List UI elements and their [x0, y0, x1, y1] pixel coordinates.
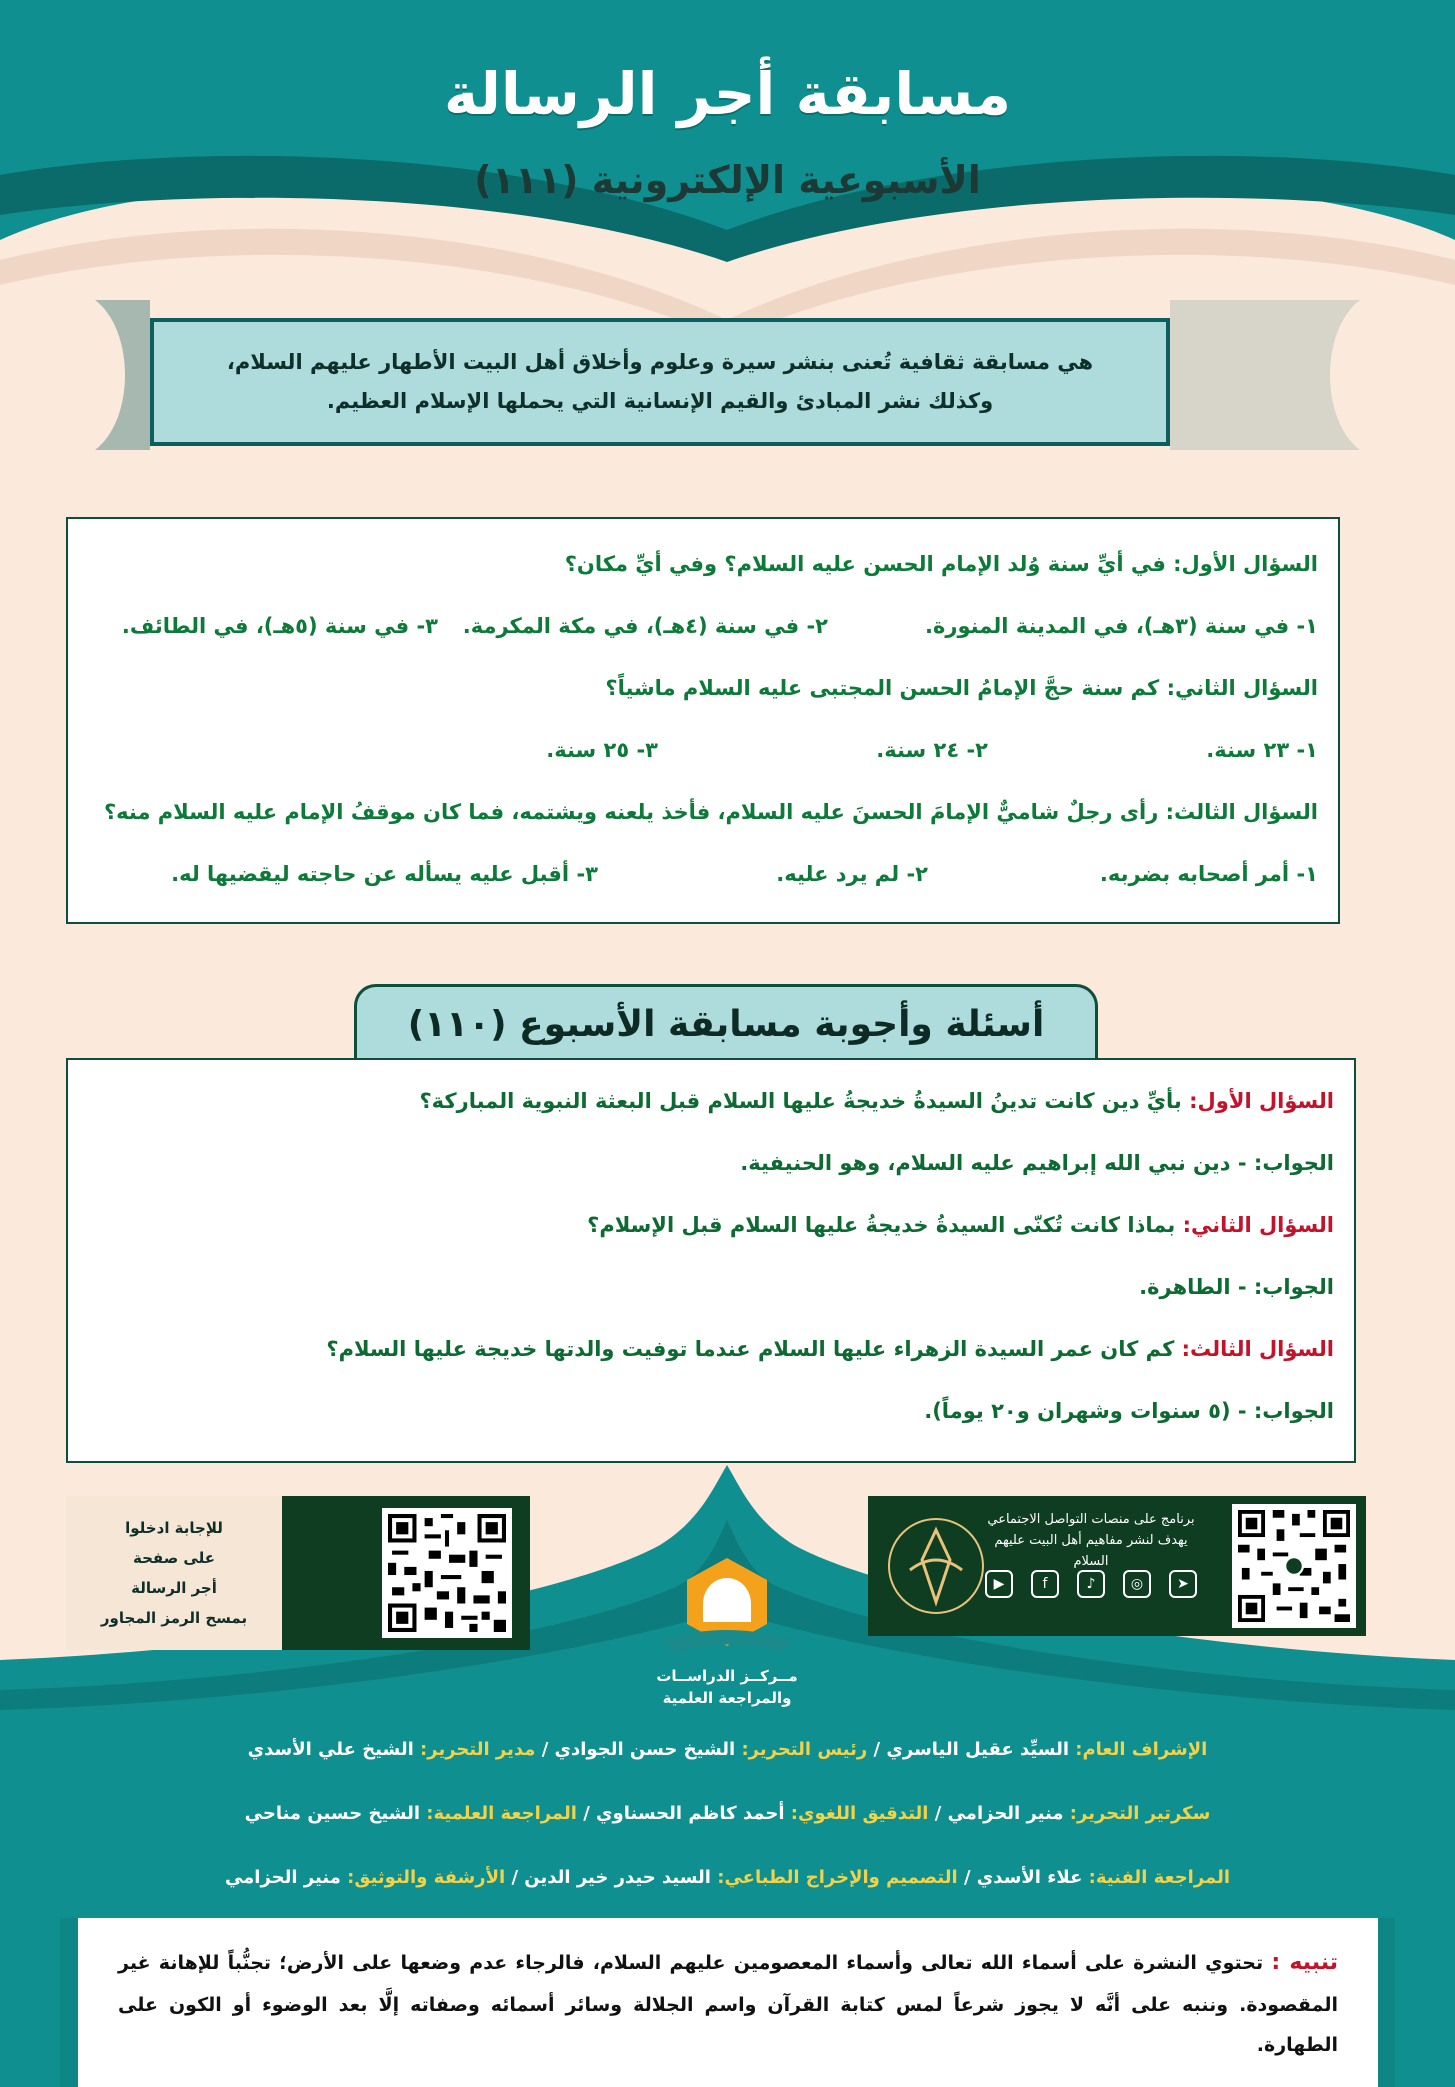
answers-box [66, 1058, 1356, 1463]
credit-role: رئيس التحرير: [741, 1739, 868, 1760]
question-2: السؤال الثاني: كم سنة حجَّ الإمامُ الحسن المجتبى عليه السلام ماشياً؟ [605, 676, 1318, 700]
credit-person: الشيخ حسن الجوادي / [535, 1739, 742, 1760]
question-3: السؤال الثالث: رأى رجلٌ شاميٌّ الإمامَ الحسنَ عليه السلام، فأخذ يلعنه ويشتمه، فما كان موقفُ الإمام عليه السلام منه؟ [103, 800, 1318, 824]
credit-person: علاء الأسدي / [957, 1867, 1089, 1888]
qr-panel-social [868, 1496, 1366, 1636]
option: ١- في سنة (٣هـ)، في المدينة المنورة. [925, 614, 1318, 638]
question-text: بماذا كانت تُكنّى السيدةُ خديجةُ عليها السلام قبل الإسلام؟ [587, 1213, 1183, 1237]
notice-body: تحتوي النشرة على أسماء الله تعالى وأسماء المعصومين عليهم السلام، فالرجاء عدم وضعها على الأرض؛ تجنُّباً للإهانة غير المقصودة. وننبه على أنَّه لا يجوز شرعاً لمس كتابة القرآن واسم الجلالة وسائر أسمائه وصفاته إلَّا بعد الوضوء أو الكون على الطهارة. [118, 1952, 1338, 2057]
credits-row [60, 1846, 1395, 1910]
intro-line-1: هي مسابقة ثقافية تُعنى بنشر سيرة وعلوم وأخلاق أهل البيت الأطهار عليهم السلام، [226, 350, 1094, 375]
intro-banner [150, 318, 1170, 446]
intro-line-2: وكذلك نشر المبادئ والقيم الإنسانية التي يحملها الإسلام العظيم. [326, 389, 994, 413]
question-3-options [88, 843, 1318, 905]
qr-instruction-line: للإجابة ادخلوا [125, 1519, 223, 1537]
option: ٢- ٢٤ سنة. [876, 738, 988, 762]
qr-instruction-line: أجر الرسالة [131, 1579, 217, 1597]
answer-question-3 [88, 1318, 1334, 1380]
credit-person: السيِّد عقيل الياسري / [867, 1739, 1076, 1760]
question-text: كم كان عمر السيدة الزهراء عليها السلام عندما توفيت والدتها خديجة عليها السلام؟ [326, 1337, 1182, 1361]
qr-instruction-line: بمسح الرمز المجاور [100, 1609, 248, 1627]
credit-role: مدير التحرير: [420, 1739, 536, 1760]
facebook-icon[interactable]: f [1031, 1570, 1059, 1598]
credit-person: السيد حيدر خير الدين / [505, 1867, 718, 1888]
option: ٣- أقبل عليه يسأله عن حاجته ليقضيها له. [171, 862, 598, 886]
answer-1: الجواب: - دين نبي الله إبراهيم عليه السلام، وهو الحنيفية. [740, 1151, 1334, 1175]
credit-person: الشيخ علي الأسدي [247, 1739, 421, 1760]
program-description [976, 1510, 1206, 1572]
answer-3: الجواب: - (٥ سنوات وشهران و٢٠ يوماً). [924, 1399, 1334, 1423]
option: ٣- في سنة (٥هـ)، في الطائف. [121, 614, 438, 638]
credit-person: الشيخ حسين مناحي [244, 1803, 427, 1824]
answer-question-1 [88, 1070, 1334, 1132]
instagram-icon[interactable]: ◎ [1123, 1570, 1151, 1598]
credit-role: التصميم والإخراج الطباعي: [717, 1867, 958, 1888]
program-line: يهدف لنشر مفاهيم أهل البيت عليهم السلام [994, 1532, 1188, 1569]
org-name-line: مــركــز الدراســات [656, 1667, 798, 1685]
question-1-options [88, 595, 1318, 657]
credit-person: منير الحزامي [224, 1867, 348, 1888]
option: ٣- ٢٥ سنة. [546, 738, 658, 762]
qr-instruction-line: على صفحة [133, 1549, 215, 1567]
question-text: بأيِّ دين كانت تدينُ السيدةُ خديجةُ عليها السلام قبل البعثة النبوية المباركة؟ [419, 1089, 1190, 1113]
youtube-icon[interactable]: ▶ [985, 1570, 1013, 1598]
org-name-line: والمراجعة العلمية [662, 1688, 792, 1707]
credit-role: الأرشفة والتوثيق: [347, 1867, 506, 1888]
answers-section-title: أسئلة وأجوبة مسابقة الأسبوع (١١٠) [354, 984, 1098, 1060]
credits-row [60, 1782, 1395, 1846]
credit-person: أحمد كاظم الحسناوي / [576, 1803, 791, 1824]
qr-instructions [66, 1496, 282, 1650]
credits-row [60, 1718, 1395, 1782]
question-2-options [88, 719, 1318, 781]
qr-code-icon[interactable] [1232, 1504, 1356, 1628]
program-line: برنامج على منصات التواصل الاجتماعي [987, 1512, 1195, 1527]
option: ٢- في سنة (٤هـ)، في مكة المكرمة. [462, 614, 828, 638]
notice-box [78, 1918, 1378, 2087]
credit-role: سكرتير التحرير: [1069, 1803, 1211, 1824]
notice-label: تنبيه : [1271, 1950, 1338, 1975]
credit-person: منير الحزامي / [928, 1803, 1070, 1824]
question-label: السؤال الثاني: [1182, 1213, 1334, 1237]
credit-role: المراجعة الفنية: [1088, 1867, 1231, 1888]
social-icons [976, 1570, 1206, 1598]
qr-panel-answers [66, 1496, 530, 1650]
credit-role: التدقيق اللغوي: [790, 1803, 929, 1824]
telegram-icon[interactable]: ➤ [1169, 1570, 1197, 1598]
brand-emblem-icon [888, 1518, 984, 1614]
questions-box [66, 517, 1340, 924]
question-1: السؤال الأول: في أيِّ سنة وُلد الإمام الحسن عليه السلام؟ وفي أيِّ مكان؟ [564, 552, 1318, 576]
option: ٢- لم يرد عليه. [776, 862, 928, 886]
page-subtitle: الأسبوعية الإلكترونية (١١١) [474, 158, 981, 202]
answer-2: الجواب: - الطاهرة. [1139, 1275, 1334, 1299]
option: ١- ٢٣ سنة. [1206, 738, 1318, 762]
credit-role: الإشراف العام: [1075, 1739, 1208, 1760]
credit-role: المراجعة العلمية: [426, 1803, 577, 1824]
option: ١- أمر أصحابه بضربه. [1099, 862, 1318, 886]
qr-code-icon[interactable] [382, 1508, 512, 1638]
notice-text [118, 1940, 1338, 2066]
tiktok-icon[interactable]: ♪ [1077, 1570, 1105, 1598]
org-name [620, 1666, 834, 1710]
answer-question-2 [88, 1194, 1334, 1256]
question-label: السؤال الثالث: [1181, 1337, 1334, 1361]
page-title: مسابقة أجر الرسالة [443, 60, 1012, 128]
question-label: السؤال الأول: [1189, 1089, 1334, 1113]
